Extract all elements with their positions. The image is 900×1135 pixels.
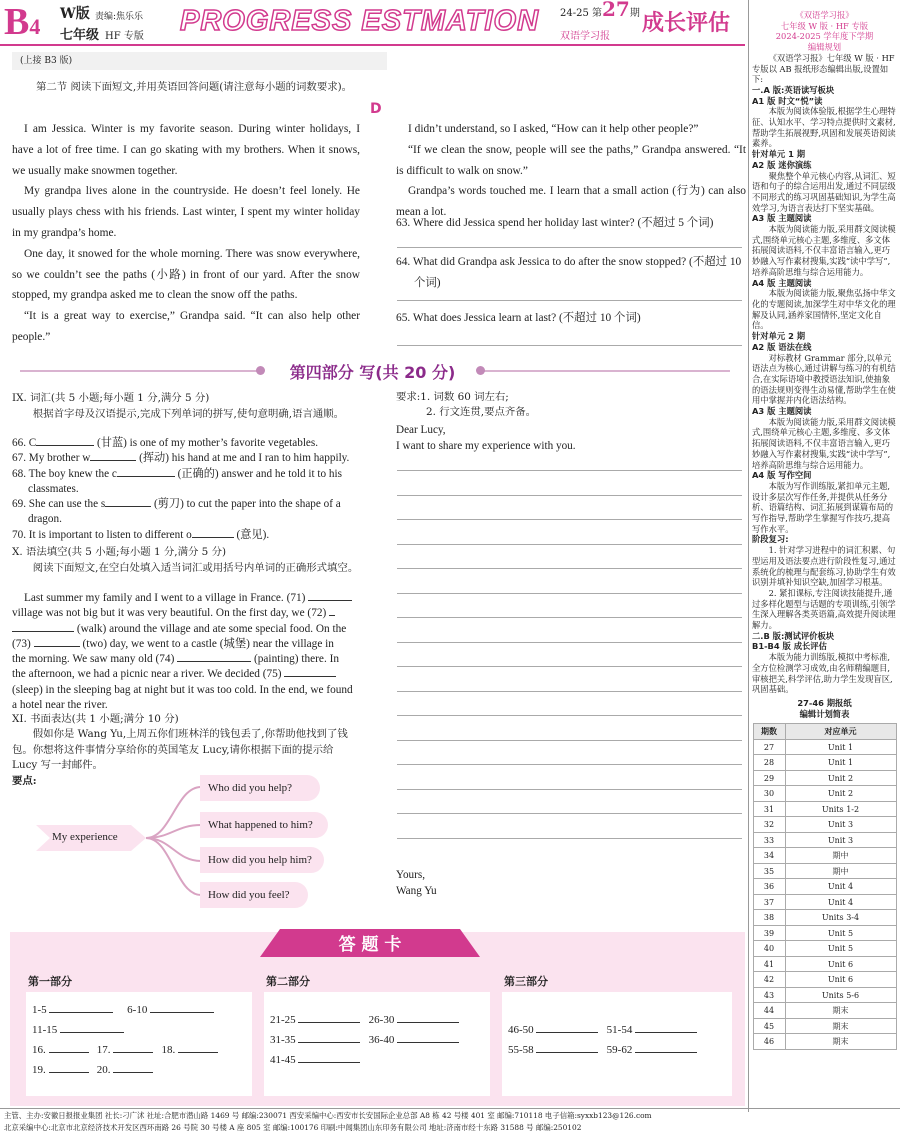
issue-cell: 36	[753, 879, 785, 895]
issue-cell: 46	[753, 1034, 785, 1050]
page-header	[0, 0, 745, 46]
mind-map-lines	[36, 775, 206, 915]
answer-line[interactable]	[397, 345, 742, 346]
writing-line[interactable]	[397, 813, 742, 814]
footer-line: 北京采编中心:北京市北京经济技术开发区西环南路 26 号院 30 号楼 A 座 805 室 邮编:100176 印刷:中闻集团山东印务有限公司 地址:济南市经十东路 31588 号 邮编:250102	[4, 1123, 582, 1132]
table-row	[753, 956, 896, 972]
section-x	[12, 544, 362, 576]
unit-cell: Unit 3	[785, 817, 896, 833]
writing-line[interactable]	[397, 838, 742, 839]
part1-label: 第一部分	[28, 975, 72, 988]
plan-title: 27-46 期报纸	[797, 698, 852, 708]
point-3: How did you help him?	[200, 847, 324, 873]
page-number: B4	[4, 1, 41, 43]
table-header: 对应单元	[785, 724, 896, 740]
writing-line[interactable]	[397, 789, 742, 790]
answer-blank[interactable]	[397, 1022, 459, 1023]
sidebar-subtitle: 七年级 W 版 · HF 专版	[780, 20, 869, 31]
sidebar-heading: A2 版 迷你演练	[752, 159, 812, 170]
table-row	[753, 832, 896, 848]
table-row	[753, 786, 896, 802]
section-title: 成长评估	[642, 11, 731, 36]
issue-cell: 35	[753, 863, 785, 879]
writing-line[interactable]	[397, 544, 742, 545]
banner-title: PROGRESS ESTMATION	[180, 5, 540, 37]
table-row	[753, 941, 896, 957]
section2-title: 第二节 阅读下面短文,并用英语回答问题(请注意每小题的词数要求)。	[36, 81, 353, 93]
issue-cell: 45	[753, 1018, 785, 1034]
unit-cell: Unit 1	[785, 739, 896, 755]
writing-line[interactable]	[397, 666, 742, 667]
table-row	[753, 863, 896, 879]
sidebar-heading: 一.A 版:英语读写板块	[752, 84, 835, 95]
issue-cell: 28	[753, 755, 785, 771]
sidebar-intro: 《双语学习报》七年级 W 版 · HF 专版以 AB 报纸形态编辑出版,设置如下:	[752, 52, 895, 85]
part3-box: 46-50 51-54 55-58 59-62	[502, 992, 732, 1096]
unit-cell: Unit 6	[785, 972, 896, 988]
sidebar-heading: A4 版 写作空间	[752, 470, 812, 481]
table-row	[753, 739, 896, 755]
sidebar-heading: A2 版 语法在线	[752, 341, 812, 352]
answer-blank[interactable]	[178, 1052, 218, 1053]
answer-line[interactable]	[397, 300, 742, 301]
issue-number: 24-25 第27期	[560, 0, 640, 21]
issue-cell: 42	[753, 972, 785, 988]
blank-69[interactable]	[105, 506, 151, 507]
continued-note: (上接 B3 版)	[12, 52, 387, 70]
writing-line[interactable]	[397, 715, 742, 716]
letter-closing	[396, 868, 437, 899]
issue-cell: 39	[753, 925, 785, 941]
writing-line[interactable]	[397, 495, 742, 496]
sidebar-heading: A4 版 主题阅读	[752, 277, 812, 288]
issue-cell: 37	[753, 894, 785, 910]
blank-68[interactable]	[117, 476, 175, 477]
sidebar-text: 1. 针对学习进程中的词汇积累、句型运用及语法要点进行阶段性复习,通过系统化的梳理与配套练习,协助学生有效识别并填补知识空缺,加固学习根基。	[752, 545, 896, 588]
table-row	[753, 755, 896, 771]
question-66: 66. C (甘蓝) is one of my mother’s favorite vegetables.	[12, 437, 319, 449]
answer-blank[interactable]	[113, 1072, 153, 1073]
blank-67[interactable]	[90, 460, 136, 461]
answer-blank[interactable]	[298, 1062, 360, 1063]
writing-line[interactable]	[397, 617, 742, 618]
plan-subtitle: 编辑计划简表	[799, 708, 850, 719]
question-68: 68. The boy knew the c (正确的) answer and he told it to his	[12, 467, 342, 480]
sidebar-text: 本版为写作训练版,紧扣单元主题,设计多层次写作任务,并提供从任务分析、语篇结构、词汇拓展到谋篇布局的写作指导,帮助学生掌握写作技巧,提高写作水平。	[752, 480, 894, 534]
sidebar-heading: B1-B4 版 成长评估	[752, 641, 827, 652]
paper-name: 双语学习报	[560, 31, 610, 42]
sidebar	[748, 0, 900, 1112]
x-instruction: 阅读下面短文,在空白处填入适当词汇或用括号内单词的正确形式填空。	[32, 562, 359, 574]
answer-blank[interactable]	[298, 1022, 360, 1023]
sidebar-text: 本版为能力训练版,模拟中考标准,全方位检测学习成效,由名师精编题目,审核把关,科学评估,助力学生发现盲区,巩固基础。	[752, 652, 893, 695]
unit-cell: Unit 6	[785, 956, 896, 972]
sidebar-heading: 针对单元 1 期	[752, 149, 806, 160]
points-label: 要点:	[12, 774, 37, 787]
requirement-1: 要求:1. 词数 60 词左右;	[396, 391, 509, 403]
answer-blank[interactable]	[49, 1012, 113, 1013]
unit-cell: 期中	[785, 848, 896, 864]
unit-cell: 期末	[785, 1034, 896, 1050]
xi-title: XI. 书面表达(共 1 小题;满分 10 分)	[12, 713, 179, 725]
question-69: 69. She can use the s (剪刀) to cut the paper into the shape of a	[12, 498, 341, 511]
question-68-cont: classmates.	[28, 482, 79, 495]
point-2: What happened to him?	[200, 812, 328, 838]
sidebar-year: 2024-2025 学年度下学期	[775, 31, 874, 42]
issue-cell: 44	[753, 1003, 785, 1019]
ix-instruction: 根据首字母及汉语提示,完成下列单词的拼写,使句意明确,语言通顺。	[32, 408, 345, 420]
footer	[0, 1108, 900, 1135]
blank-70[interactable]	[192, 537, 234, 538]
sidebar-text: 对标教材 Grammar 部分,以单元语法点为核心,通过讲解与练习的有机结合,在实际语境中教授语法知识,使抽象的语法规则变得生动易懂,帮助学生在使用中掌握并内化语法结构。	[752, 352, 896, 406]
unit-cell: Unit 5	[785, 925, 896, 941]
x-passage: Last summer my family and I went to a village in France. (71) village was not big but it was very beautiful. On the first day, we (72) (walk) around the village and ate some special food. On the (73) (two) day, we went to a castle (城堡) near the village in the morning. We saw many old (74) (painting) there. In the afternoon, we had a picnic near a river. We decided (75) (sleep) in the sleeping bag at night but it was too cold. In the end, we found a hotel near the river.	[12, 591, 364, 713]
answer-blank[interactable]	[635, 1052, 697, 1053]
passage-label: D	[370, 101, 382, 117]
writing-line[interactable]	[397, 740, 742, 741]
writing-line[interactable]	[397, 568, 742, 569]
paragraph: Grandpa’s words touched me. I learn that a small action (行为) can also mean a lot.	[396, 185, 746, 219]
part3-label: 第三部分	[504, 975, 548, 988]
part1-box: 1-5 6-10 11-15 16. 17. 18. 19. 20.	[26, 992, 252, 1096]
blank-72[interactable]	[12, 631, 74, 632]
writing-line[interactable]	[397, 593, 742, 594]
grade-label: 七年级 HF 专版	[60, 28, 144, 43]
unit-cell: 期末	[785, 1003, 896, 1019]
table-row	[753, 1034, 896, 1050]
question-65: 65. What does Jessica learn at last? (不超过 10 个词)	[396, 312, 641, 324]
table-row	[753, 817, 896, 833]
answer-card	[10, 932, 745, 1106]
sidebar-title: 《双语学习报》	[795, 10, 854, 20]
table-row	[753, 879, 896, 895]
question-70: 70. It is important to listen to different o (意见).	[12, 528, 270, 541]
sidebar-text: 本版为阅读能力版,采用群文阅读模式,围绕单元核心主题,多维度、多文体拓展阅读语料,不仅丰富语言输入,更巧妙融入写作素材搜集,实践“读中学写”,培养高阶思维与综合运用能力。	[752, 416, 896, 470]
sidebar-heading: A3 版 主题阅读	[752, 213, 812, 224]
unit-cell: 期中	[785, 863, 896, 879]
sidebar-heading: A3 版 主题阅读	[752, 406, 812, 417]
table-header: 期数	[753, 724, 785, 740]
question-63: 63. Where did Jessica spend her holiday last winter? (不超过 5 个词)	[396, 217, 714, 229]
paragraph: I didn’t understand, so I asked, “How can it help other people?”	[408, 123, 699, 135]
sidebar-text: 2. 紧扣课标,专注阅读技能提升,通过多样化题型与话题的专项训练,引领学生深入理解各类英语篇,高效提升阅读理解力。	[752, 587, 896, 631]
issue-cell: 38	[753, 910, 785, 926]
blank-71[interactable]	[308, 600, 352, 601]
part4-title: 第四部分 写(共 20 分)	[289, 363, 456, 382]
table-row	[753, 894, 896, 910]
sidebar-heading: 针对单元 2 期	[752, 331, 806, 342]
signature: Wang Yu	[396, 884, 437, 897]
answer-blank[interactable]	[397, 1042, 459, 1043]
question-69-cont: dragon.	[28, 513, 62, 526]
plan-table	[753, 723, 897, 1050]
sidebar-heading: 二.B 版:测试评价板块	[752, 630, 835, 641]
table-row	[753, 1018, 896, 1034]
greeting: Dear Lucy,	[396, 424, 446, 436]
blank-66[interactable]	[36, 445, 94, 446]
answer-card-title: 答 题 卡	[338, 935, 402, 955]
answer-blank[interactable]	[536, 1052, 598, 1053]
issue-cell: 32	[753, 817, 785, 833]
table-row	[753, 770, 896, 786]
blank-72a[interactable]	[329, 615, 335, 616]
blank-74[interactable]	[177, 661, 251, 662]
section-ix	[12, 390, 362, 422]
opening-line: I want to share my experience with you.	[396, 440, 576, 452]
writing-line[interactable]	[397, 470, 742, 471]
unit-cell: Unit 3	[785, 832, 896, 848]
answer-blank[interactable]	[49, 1052, 89, 1053]
writing-line[interactable]	[397, 519, 742, 520]
unit-cell: Units 5-6	[785, 987, 896, 1003]
letter-opening	[396, 422, 576, 454]
answer-blank[interactable]	[536, 1032, 598, 1033]
part4-header	[0, 358, 745, 384]
footer-line: 主管、主办:安徽日报报业集团 社长:刁广沭 社址:合肥市潜山路 1469 号 邮编:230071 西安采编中心:西安市长安国际企业总部 A8 栋 42 号楼 401 室 邮编:710118 电子信箱:syxxb123@126.com	[4, 1111, 652, 1120]
issue-cell: 33	[753, 832, 785, 848]
blank-75[interactable]	[284, 676, 336, 677]
sidebar-plan: 编辑规划	[807, 42, 842, 53]
table-row	[753, 801, 896, 817]
sidebar-text: 本版为阅读能力版,聚焦弘扬中华文化的专题阅读,加深学生对中华文化的理解及认同,涵养家国情怀,坚定文化自信。	[752, 288, 896, 331]
unit-cell: Unit 5	[785, 941, 896, 957]
table-row	[753, 910, 896, 926]
issue-cell: 41	[753, 956, 785, 972]
paragraph: One day, it snowed for the whole morning. There was snow everywhere, so we couldn’t see the paths (小路) in front of our yard. After the snow stopped, my grandpa asked me to clean the snow off the paths.	[12, 247, 360, 302]
issue-cell: 34	[753, 848, 785, 864]
answer-blank[interactable]	[60, 1032, 124, 1033]
unit-cell: Unit 4	[785, 894, 896, 910]
question-67: 67. My brother w (挥动) his hand at me and I ran to him happily.	[12, 452, 350, 465]
table-row	[753, 925, 896, 941]
table-row	[753, 848, 896, 864]
issue-cell: 30	[753, 786, 785, 802]
answer-blank[interactable]	[298, 1042, 360, 1043]
sidebar-text: 本版为阅读能力版,采用群文阅读模式,围绕单元核心主题,多维度、多文体拓展阅读语料,不仅丰富语言输入,更巧妙融入写作素材搜集,实践“读中学写”,培养高阶思维与综合运用能力。	[752, 224, 896, 277]
unit-cell: Units 3-4	[785, 910, 896, 926]
issue-cell: 29	[753, 770, 785, 786]
writing-line[interactable]	[397, 691, 742, 692]
passage-right	[396, 119, 746, 223]
blank-73[interactable]	[34, 646, 80, 647]
table-row	[753, 972, 896, 988]
sidebar-text: 聚焦整个单元核心内容,从词汇、短语和句子的综合运用出发,通过不同层级不同形式的练习巩固基础知识,为学生高效学习,为语言表达打下坚实基础。	[752, 170, 896, 213]
x-title: X. 语法填空(共 5 小题;每小题 1 分,满分 5 分)	[12, 546, 227, 558]
unit-cell: Units 1-2	[785, 801, 896, 817]
answer-blank[interactable]	[49, 1072, 89, 1073]
unit-cell: Unit 2	[785, 786, 896, 802]
paragraph: “If we clean the snow, people will see the paths,” Grandpa answered. “It is difficult to walk on snow.”	[396, 143, 746, 177]
answer-blank[interactable]	[150, 1012, 214, 1013]
part2-box: 21-25 26-30 31-35 36-40 41-45	[264, 992, 490, 1096]
answer-blank[interactable]	[113, 1052, 153, 1053]
question-64: 64. What did Grandpa ask Jessica to do after the snow stopped? (不超过 10 个词)	[396, 256, 742, 289]
sidebar-heading: A1 版 时文“悦”读	[752, 95, 823, 106]
issue-cell: 31	[753, 801, 785, 817]
issue-cell: 43	[753, 987, 785, 1003]
issue-cell: 27	[753, 739, 785, 755]
writing-line[interactable]	[397, 642, 742, 643]
paragraph: “It is a great way to exercise,” Grandpa said. “It can also help other people.”	[12, 310, 360, 343]
issue-cell: 40	[753, 941, 785, 957]
unit-cell: Unit 2	[785, 770, 896, 786]
paragraph: My grandpa lives alone in the countryside. He doesn’t feel lonely. He usually plays chess with his friends. Last winter, I spent my winter holiday in my grandpa’s home.	[12, 185, 360, 239]
x-line: a hotel near the river.	[12, 699, 108, 712]
edition-label: W版	[60, 6, 90, 22]
x-line: (sleep) in the sleeping bag at night but it was too cold. In the end, we found	[12, 683, 353, 696]
ix-title: IX. 词汇(共 5 小题;每小题 1 分,满分 5 分)	[12, 392, 210, 404]
answer-blank[interactable]	[635, 1032, 697, 1033]
paragraph: I am Jessica. Winter is my favorite season. During winter holidays, I have a lot of free time. I can go skating with my brothers. When it snows, we usually make snowmen together.	[12, 123, 360, 177]
unit-cell: Unit 1	[785, 755, 896, 771]
closing: Yours,	[396, 869, 426, 881]
point-4: How did you feel?	[200, 882, 308, 908]
xi-prompt: 假如你是 Wang Yu,上周五你们班林洋的钱包丢了,你帮助他找到了钱包。你想将这件事情分享给你的英国笔友 Lucy,请你根据下面的提示给 Lucy 写一封邮件。	[12, 728, 348, 772]
sidebar-heading: 阶段复习:	[752, 534, 789, 545]
passage-left	[12, 119, 360, 348]
ix-questions	[12, 436, 364, 543]
editor-label: 责编:焦乐乐	[95, 12, 144, 22]
answer-line[interactable]	[397, 247, 742, 248]
mind-map-center: My experience	[52, 831, 118, 843]
point-1: Who did you help?	[200, 775, 320, 801]
unit-cell: 期末	[785, 1018, 896, 1034]
table-row	[753, 987, 896, 1003]
writing-line[interactable]	[397, 764, 742, 765]
writing-requirements	[396, 390, 746, 421]
part2-label: 第二部分	[266, 975, 310, 988]
unit-cell: Unit 4	[785, 879, 896, 895]
requirement-2: 2. 行文连贯,要点齐备。	[426, 406, 537, 419]
table-row	[753, 1003, 896, 1019]
sidebar-text: 本版为阅读体验版,根据学生心理特征、认知水平、学习特点提供时文素材,帮助学生拓展视野,巩固和发展英语阅读素养。	[752, 106, 896, 149]
